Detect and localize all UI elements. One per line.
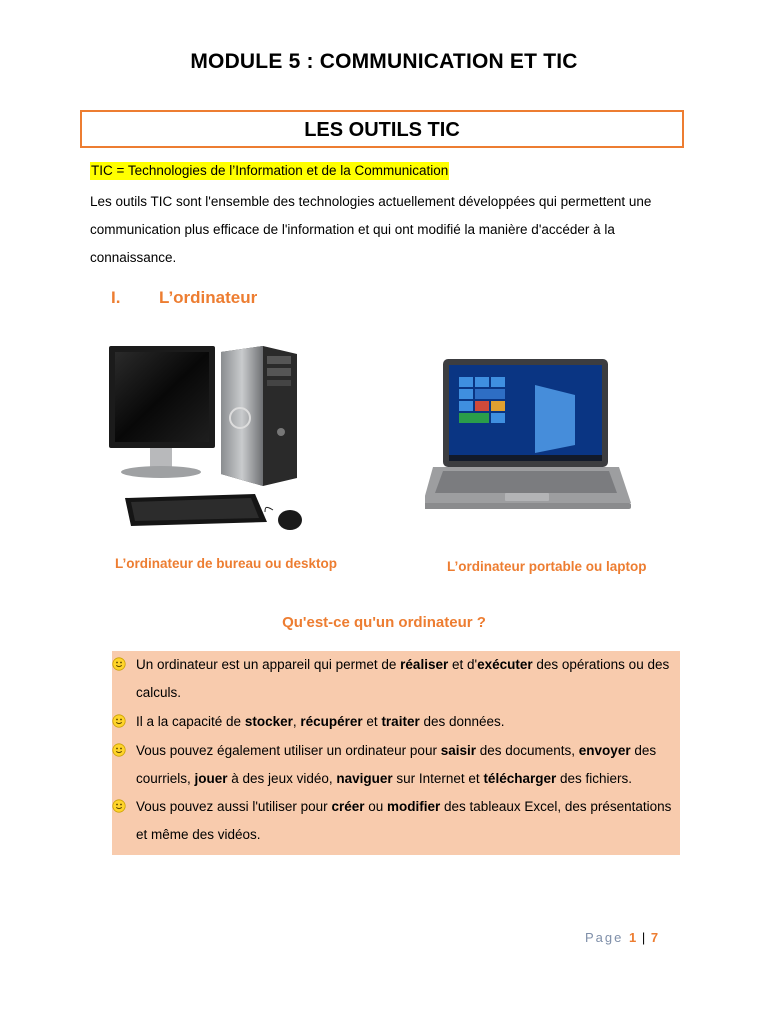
caption-laptop: L’ordinateur portable ou laptop xyxy=(447,559,647,574)
footer-page-number: 1 xyxy=(629,930,637,945)
definition-box xyxy=(112,651,680,855)
bullet-text: Un ordinateur est un appareil qui permet de réaliser et d'exécuter des opérations ou des calculs. xyxy=(136,657,670,700)
intro-paragraph: Les outils TIC sont l'ensemble des technologies actuellement développées qui permettent une communication plus efficace de l'information et qui ont modifié la manière d'accéder à la connaissance. xyxy=(90,194,652,265)
footer-label: Page xyxy=(585,930,624,945)
bullet-text: Il a la capacité de stocker, récupérer et traiter des données. xyxy=(136,714,505,729)
bullet-text: Vous pouvez également utiliser un ordinateur pour saisir des documents, envoyer des courriels, jouer à des jeux vidéo, naviguer sur Internet et télécharger des fichiers. xyxy=(136,743,657,786)
laptop-image xyxy=(425,355,635,520)
caption-desktop: L’ordinateur de bureau ou desktop xyxy=(115,556,338,571)
tic-definition: TIC = Technologies de l’Information et de la Communication xyxy=(91,163,449,178)
desktop-computer-image xyxy=(105,340,315,540)
section-title-box xyxy=(80,110,684,148)
heading-label: L’ordinateur xyxy=(159,288,258,307)
heading-ordinateur xyxy=(111,288,257,308)
question-heading: Qu'est-ce qu'un ordinateur ? xyxy=(282,614,486,631)
smiley-icon xyxy=(112,714,126,728)
footer-separator: | xyxy=(641,930,646,945)
bullet-text: Vous pouvez aussi l'utiliser pour créer ou modifier des tableaux Excel, des présentations et même des vidéos. xyxy=(136,799,672,842)
smiley-icon xyxy=(112,743,126,757)
smiley-icon xyxy=(112,799,126,813)
smiley-icon xyxy=(112,657,126,671)
page-footer xyxy=(585,930,658,945)
module-title: MODULE 5 : COMMUNICATION ET TIC xyxy=(190,50,578,73)
section-title: LES OUTILS TIC xyxy=(304,119,460,141)
footer-page-total: 7 xyxy=(650,930,659,945)
heading-number: I. xyxy=(111,288,121,307)
